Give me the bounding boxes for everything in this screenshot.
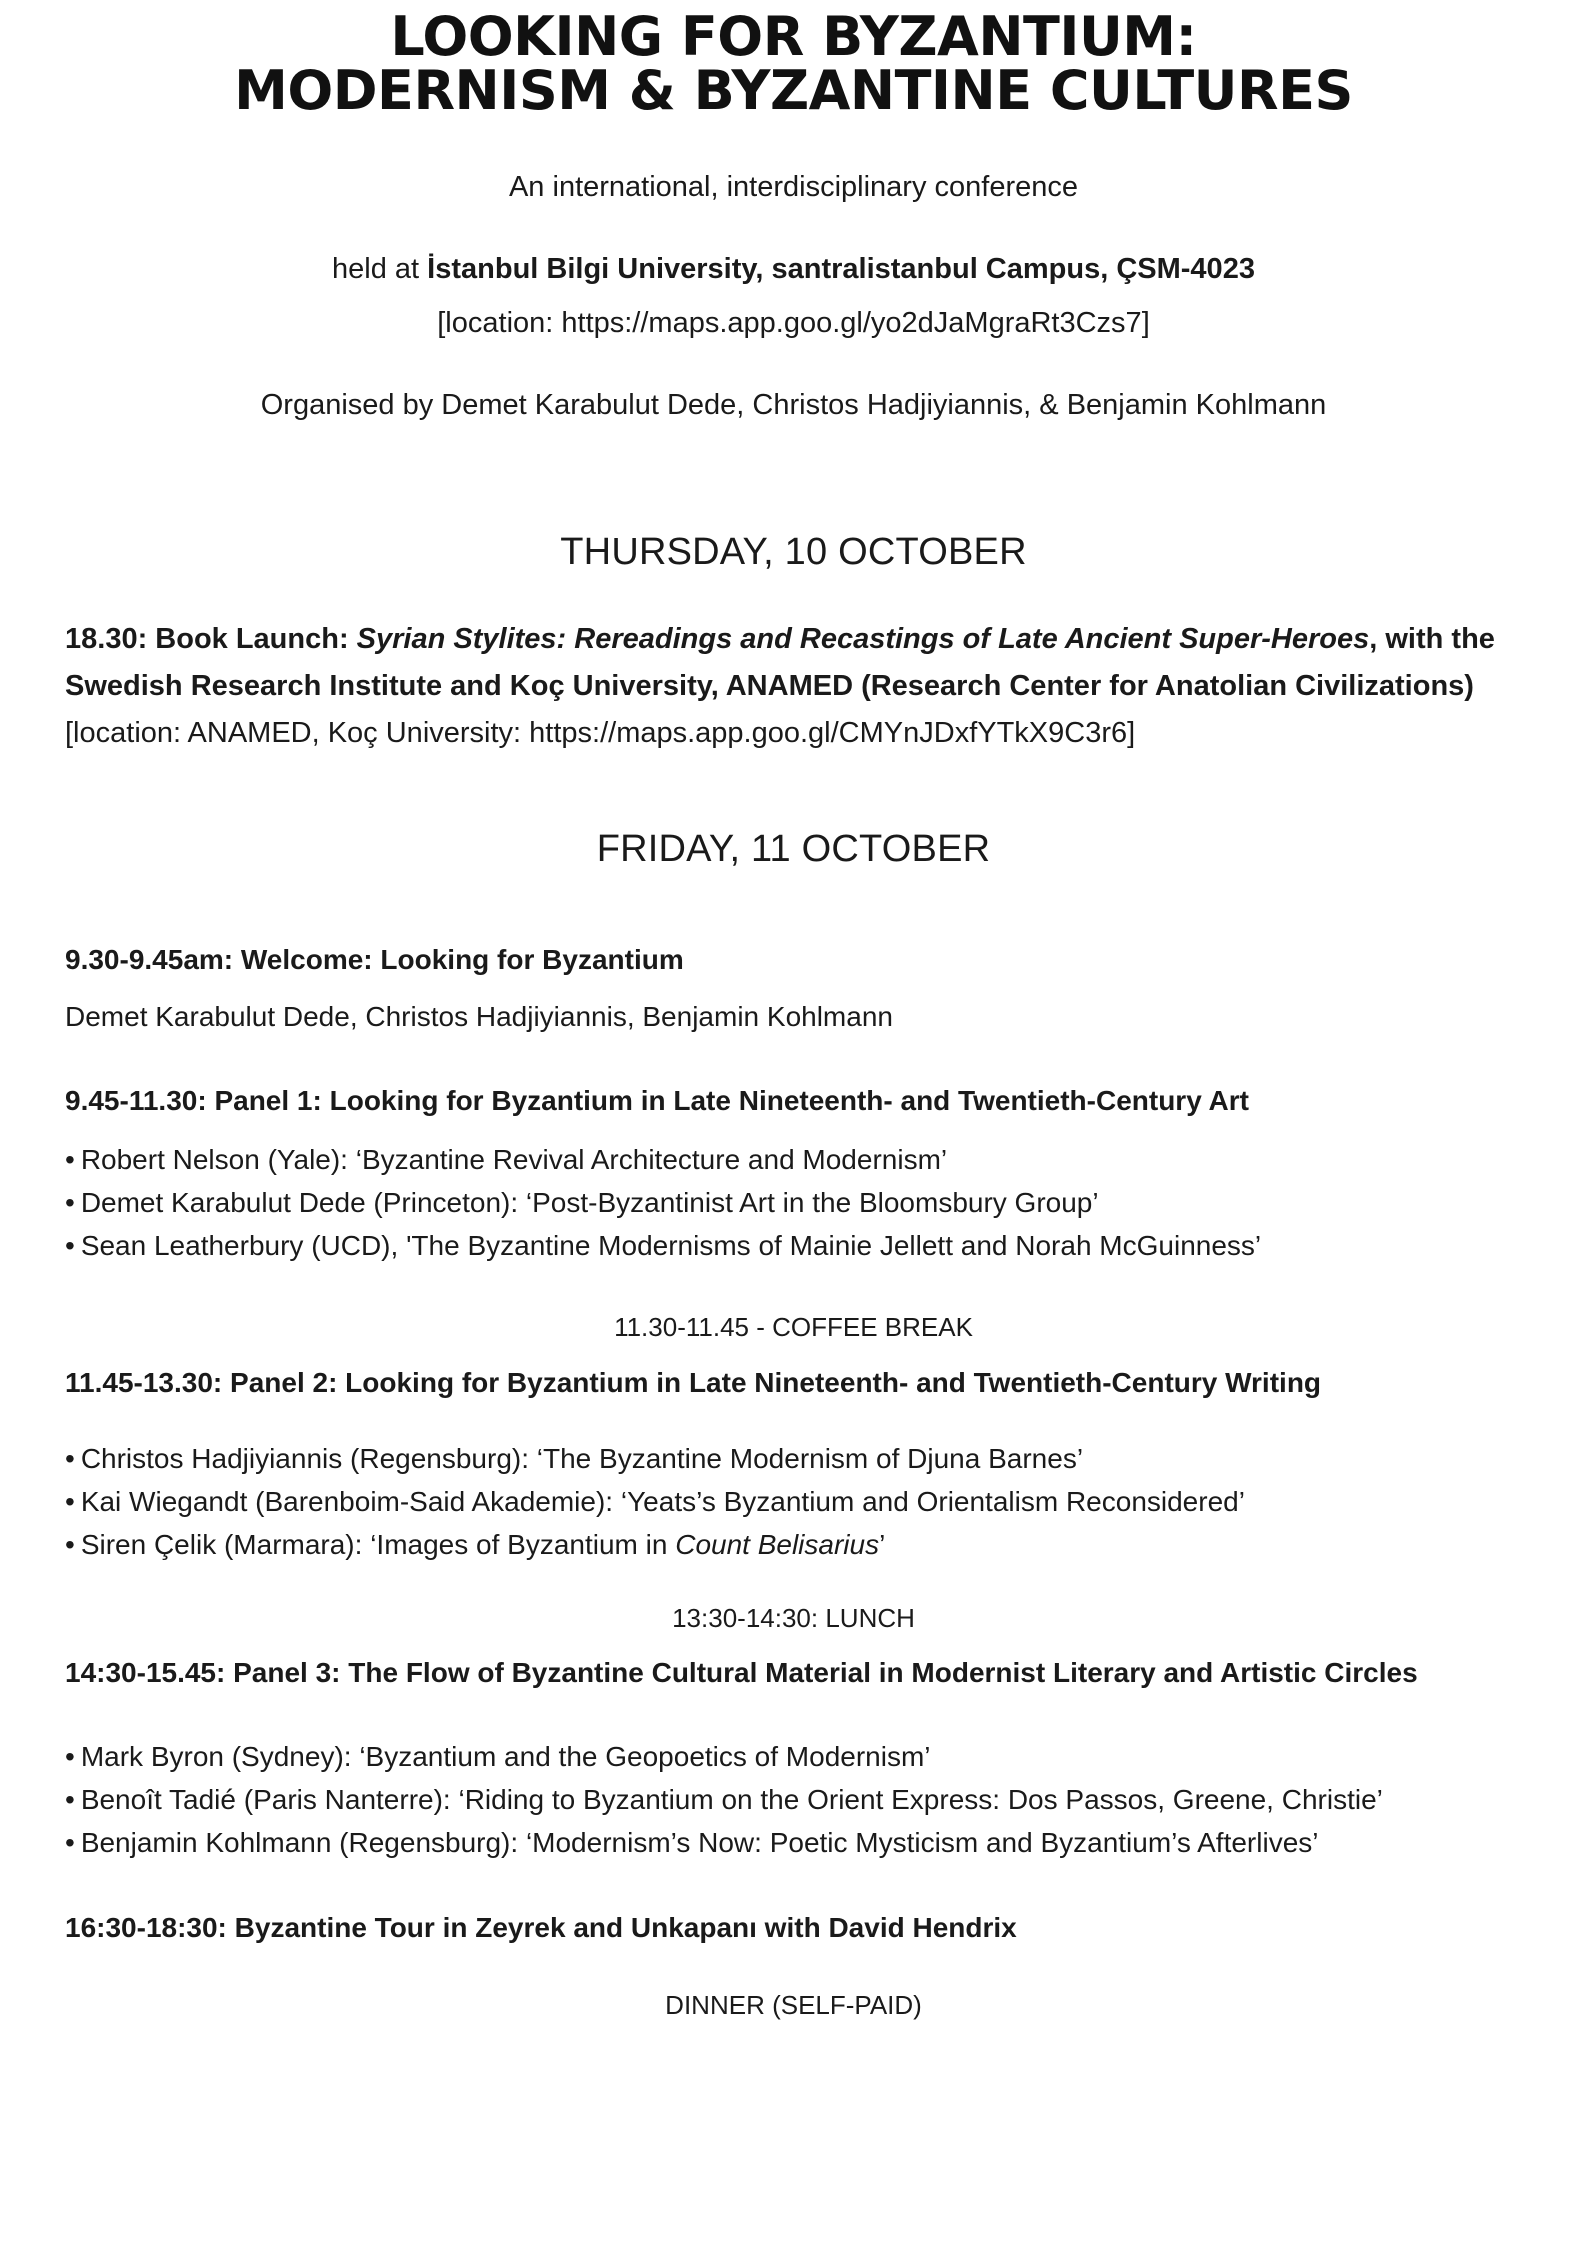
coffee-break: 11.30-11.45 - COFFEE BREAK <box>614 1312 973 1342</box>
book-launch-prefix: 18.30: Book Launch: <box>65 623 357 655</box>
book-launch-location: [location: ANAMED, Koç University: https://maps.app.goo.gl/CMYnJDxfYTkX9C3r6] <box>65 717 1136 749</box>
dinner-note: DINNER (SELF-PAID) <box>665 1990 922 2020</box>
panel-1-list <box>65 1138 1525 1267</box>
panel-2-list <box>65 1437 1525 1566</box>
book-launch-line-1 <box>65 616 1525 663</box>
venue-name: İstanbul Bilgi University, santralistanbul Campus, ÇSM-4023 <box>427 253 1255 285</box>
conference-title <box>0 5 1587 122</box>
organisers: Organised by Demet Karabulut Dede, Christos Hadjiyiannis, & Benjamin Kohlmann <box>260 389 1327 421</box>
title-line-1: LOOKING FOR BYZANTIUM: <box>390 5 1197 68</box>
list-item: • Siren Çelik (Marmara): ‘Images of Byzantium in Count Belisarius’ <box>65 1529 886 1560</box>
book-title: Count Belisarius <box>675 1529 880 1560</box>
lunch-break: 13:30-14:30: LUNCH <box>672 1603 915 1633</box>
day-heading-thursday: THURSDAY, 10 OCTOBER <box>560 531 1027 573</box>
panel-2 <box>65 1366 1525 1566</box>
book-launch-title: Syrian Stylites: Rereadings and Recastings of Late Ancient Super-Heroes <box>356 623 1370 655</box>
venue-prefix: held at <box>332 253 428 285</box>
book-launch <box>65 616 1525 757</box>
panel-3-list <box>65 1735 1525 1864</box>
venue-location: [location: https://maps.app.goo.gl/yo2dJaMgraRt3Czs7] <box>437 307 1150 339</box>
list-item: • Demet Karabulut Dede (Princeton): ‘Post-Byzantinist Art in the Bloomsbury Group’ <box>65 1187 1099 1218</box>
list-item: • Christos Hadjiyiannis (Regensburg): ‘The Byzantine Modernism of Djuna Barnes’ <box>65 1443 1084 1474</box>
panel-1 <box>65 1084 1525 1267</box>
title-line-2: MODERNISM & BYZANTINE CULTURES <box>234 59 1353 122</box>
panel-3-title: 14:30-15.45: Panel 3: The Flow of Byzantine Cultural Material in Modernist Literary and Artistic Circles <box>65 1657 1418 1688</box>
welcome-session <box>65 943 1525 1034</box>
panel-3 <box>65 1656 1525 1864</box>
list-item: • Benoît Tadié (Paris Nanterre): ‘Riding to Byzantium on the Orient Express: Dos Passos, Greene, Christie’ <box>65 1784 1383 1815</box>
list-item: • Robert Nelson (Yale): ‘Byzantine Revival Architecture and Modernism’ <box>65 1144 948 1175</box>
panel-2-title: 11.45-13.30: Panel 2: Looking for Byzantium in Late Nineteenth- and Twentieth-Century Writing <box>65 1367 1322 1398</box>
list-item: • Benjamin Kohlmann (Regensburg): ‘Modernism’s Now: Poetic Mysticism and Byzantium’s Afterlives’ <box>65 1827 1319 1858</box>
welcome-title: 9.30-9.45am: Welcome: Looking for Byzantium <box>65 944 684 975</box>
list-item: • Kai Wiegandt (Barenboim-Said Akademie): ‘Yeats’s Byzantium and Orientalism Reconsidered’ <box>65 1486 1245 1517</box>
venue-line <box>0 251 1587 287</box>
list-item: • Mark Byron (Sydney): ‘Byzantium and the Geopoetics of Modernism’ <box>65 1741 931 1772</box>
panel-1-title: 9.45-11.30: Panel 1: Looking for Byzantium in Late Nineteenth- and Twentieth-Century Art <box>65 1085 1249 1116</box>
list-item: • Sean Leatherbury (UCD), 'The Byzantine Modernisms of Mainie Jellett and Norah McGuinness’ <box>65 1230 1262 1261</box>
tour-title: 16:30-18:30: Byzantine Tour in Zeyrek and Unkapanı with David Hendrix <box>65 1912 1017 1943</box>
conference-subtitle: An international, interdisciplinary conference <box>508 171 1079 203</box>
byzantine-tour <box>65 1911 1525 1945</box>
day-heading-friday: FRIDAY, 11 OCTOBER <box>596 828 991 870</box>
book-launch-suffix: , with the <box>1369 623 1495 655</box>
welcome-speakers: Demet Karabulut Dede, Christos Hadjiyiannis, Benjamin Kohlmann <box>65 1001 893 1032</box>
book-launch-line-2: Swedish Research Institute and Koç University, ANAMED (Research Center for Anatolian Civilizations) <box>65 670 1474 702</box>
